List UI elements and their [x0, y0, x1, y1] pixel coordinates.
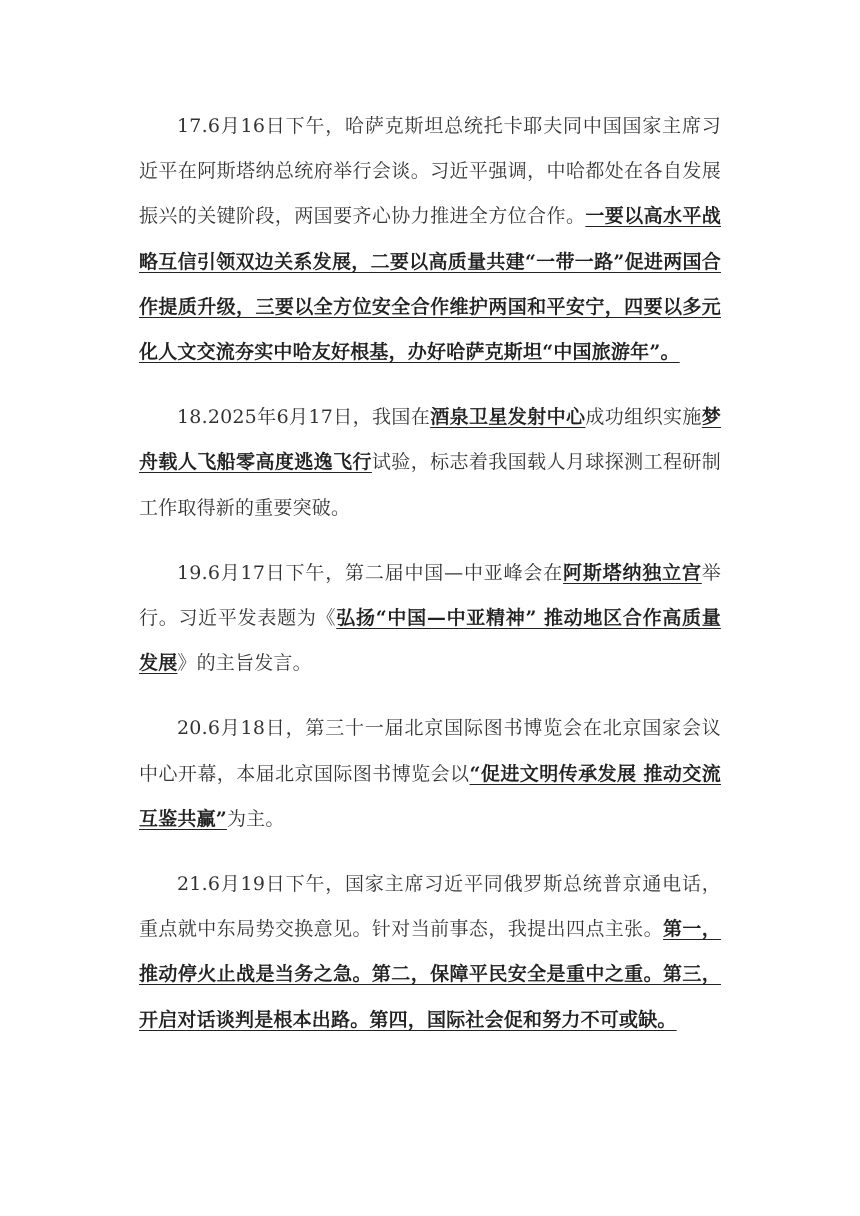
item-17-text: 17.6月16日下午，哈萨克斯坦总统托卡耶夫同中国国家主席习近平在阿斯塔纳总统府举行会谈。习近平强调，中哈都处在各自发展振兴的关键阶段，两国要齐心协力推进全方位合作。: [139, 115, 721, 228]
item-18-test-name: 梦舟载人飞船零高度逃逸飞行: [139, 406, 721, 474]
item-21-text: 21.6月19日下午，国家主席习近平同俄罗斯总统普京通电话，重点就中东局势交换意见。针对当前事态，我提出四点主张。: [139, 873, 721, 941]
item-18-launch-center: 酒泉卫星发射中心: [430, 406, 586, 429]
news-item-18: [139, 395, 721, 531]
item-21-four-points: 第一，推动停火止战是当务之急。第二，保障平民安全是重中之重。第三，开启对话谈判是根本出路。第四，国际社会促和努力不可或缺。: [139, 918, 721, 1031]
item-20-theme: “促进文明传承发展 推动交流互鉴共赢”: [139, 762, 721, 830]
news-item-19: [139, 551, 721, 687]
item-19-text-a: 19.6月17日下午，第二届中国—中亚峰会在: [177, 561, 564, 584]
item-20-text-b: 为主。: [226, 807, 285, 830]
item-20-text-a: 20.6月18日，第三十一届北京国际图书博览会在北京国家会议中心开幕，本届北京国际图书博览会以: [139, 717, 721, 785]
news-item-17: [139, 104, 721, 375]
item-17-key-points: 一要以高水平战略互信引领双边关系发展，二要以高质量共建“一带一路”促进两国合作提质升级，三要以全方位安全合作维护两国和平安宁，四要以多元化人文交流夯实中哈友好根基，办好哈萨克斯坦“中国旅游年”。: [139, 205, 721, 364]
item-18-text-b: 成功组织实施: [585, 406, 702, 429]
item-19-text-c: 》的主旨发言。: [177, 652, 312, 675]
item-19-speech-title: 弘扬“中国—中亚精神” 推动地区合作高质量发展: [139, 607, 721, 675]
item-18-text-c: 试验，标志着我国载人月球探测工程研制工作取得新的重要突破。: [139, 451, 721, 519]
news-item-21: [139, 862, 721, 1043]
item-19-venue: 阿斯塔纳独立宫: [563, 561, 702, 584]
news-item-20: [139, 706, 721, 842]
document-body: [139, 104, 721, 1063]
item-18-text-a: 18.2025年6月17日，我国在: [177, 406, 431, 429]
item-19-text-b: 举行。习近平发表题为《: [139, 561, 721, 630]
